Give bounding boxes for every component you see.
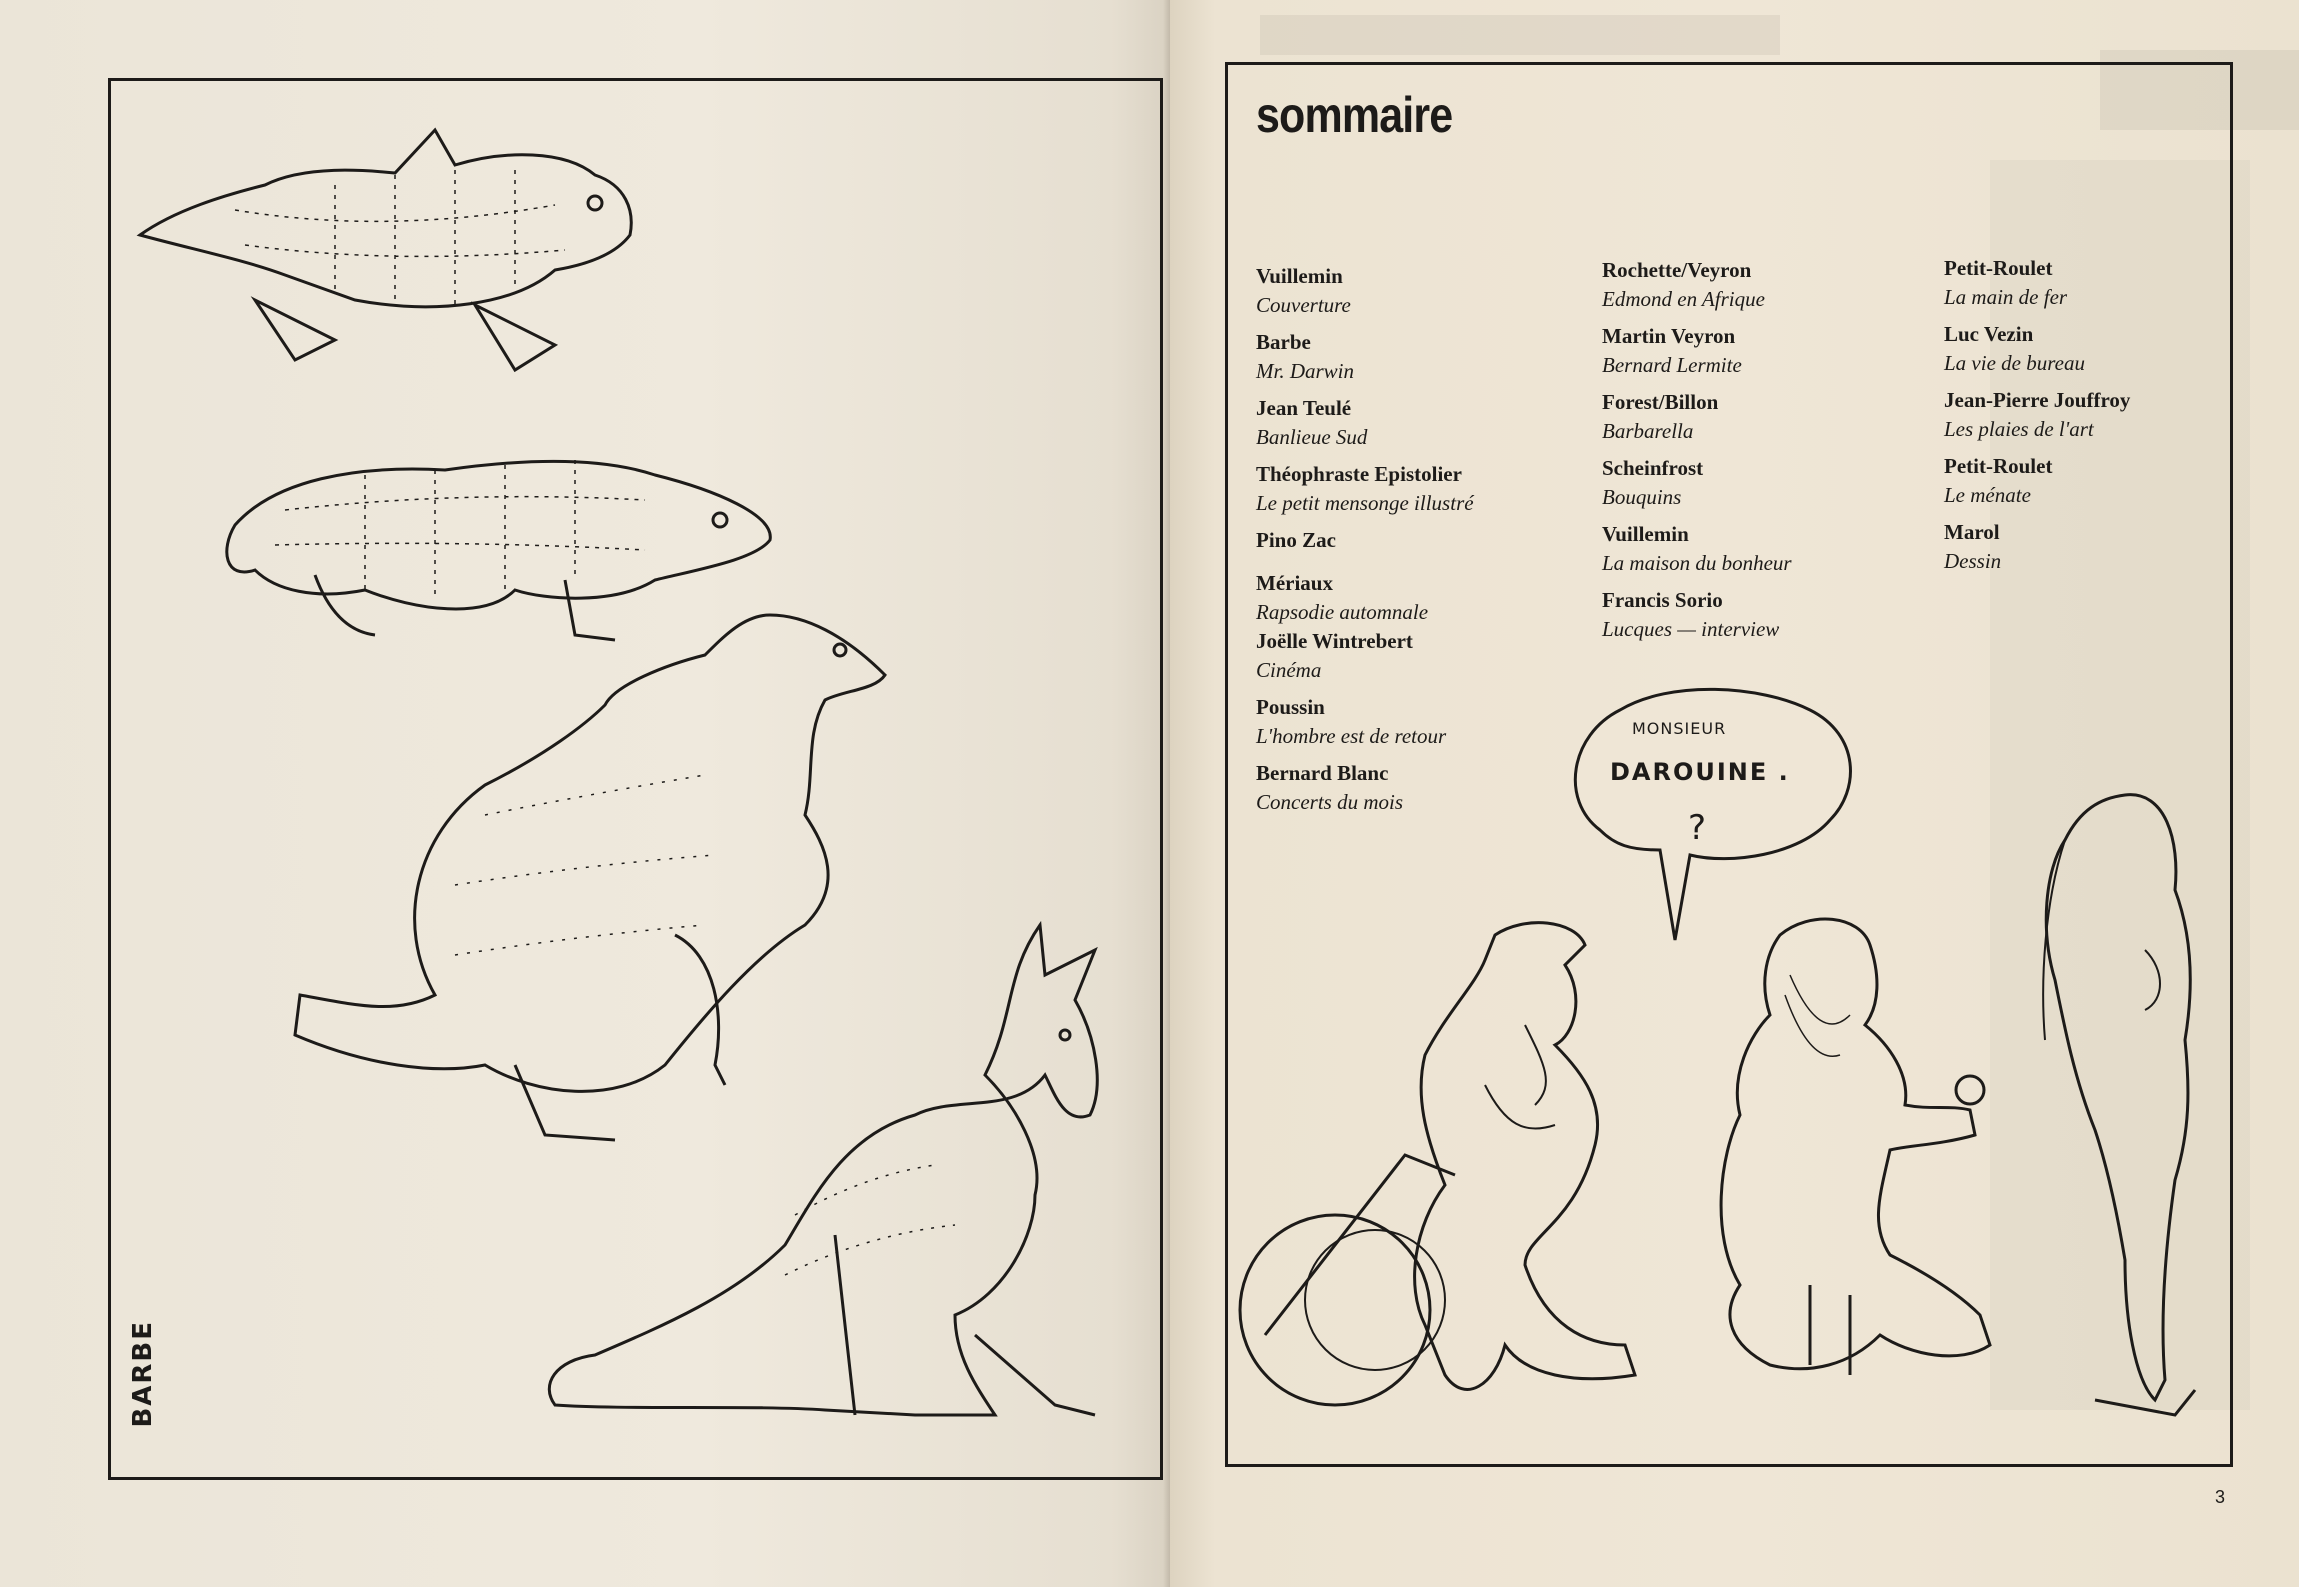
toc-author: Vuillemin [1602,522,1689,546]
page-number: 3 [2215,1487,2226,1507]
toc-entry [1602,388,1932,446]
toc-author: Théophraste Epistolier [1256,462,1462,486]
toc-work: Rapsodie automnale [1256,600,1429,624]
bubble-line-3: ? [1688,808,1707,848]
toc-work: Banlieue Sud [1256,425,1368,449]
toc-entry [1944,254,2274,312]
toc-work: Le petit mensonge illustré [1256,491,1474,515]
toc-work: Le ménate [1944,483,2031,507]
toc-author: Bernard Blanc [1256,761,1389,785]
toc-author: Rochette/Veyron [1602,258,1752,282]
toc-author: Jean-Pierre Jouffroy [1944,388,2131,412]
show-through-mark [1260,15,1780,55]
toc-entry [1256,262,1586,320]
toc-entry [1602,520,1932,578]
toc-work: Lucques — interview [1602,617,1780,641]
toc-work: Dessin [1944,549,2002,573]
toc-entry [1944,386,2274,444]
toc-column-1 [1256,262,1586,825]
toc-column-3 [1944,254,2274,584]
toc-column-2 [1602,256,1932,652]
signature-text: BARBE [128,1320,158,1428]
toc-author: Francis Sorio [1602,588,1723,612]
toc-author: Forest/Billon [1602,390,1719,414]
toc-author: Luc Vezin [1944,322,2034,346]
toc-work: Edmond en Afrique [1602,287,1765,311]
toc-work: Concerts du mois [1256,790,1403,814]
toc-entry [1256,759,1586,817]
toc-author: Jean Teulé [1256,396,1352,420]
page-title: sommaire [1256,87,1453,143]
toc-author: Marol [1944,520,2000,544]
bubble-line-1: MONSIEUR [1632,719,1727,738]
toc-work: Mr. Darwin [1256,359,1355,383]
toc-author: Scheinfrost [1602,456,1704,480]
toc-entry [1944,518,2274,576]
toc-entry [1602,586,1932,644]
bubble-line-2: DAROUINE . [1610,758,1790,786]
toc-work: Les plaies de l'art [1944,417,2094,441]
toc-work: Couverture [1256,293,1351,317]
toc-entry [1944,452,2274,510]
toc-author: Pino Zac [1256,528,1336,552]
artist-signature [110,1320,170,1470]
toc-author: Mériaux [1256,571,1333,595]
toc-author: Poussin [1256,695,1325,719]
darwin-seated-illustration [1690,895,2000,1415]
toc-author: Petit-Roulet [1944,454,2053,478]
postman-with-bicycle-illustration [1225,905,1685,1425]
toc-entry [1602,322,1932,380]
toc-work: La main de fer [1944,285,2068,309]
toc-author: Petit-Roulet [1944,256,2053,280]
toc-entry [1256,627,1586,685]
toc-author: Joëlle Wintrebert [1256,629,1413,653]
toc-entry [1944,320,2274,378]
kangaroo-illustration [535,915,1115,1425]
toc-work: Cinéma [1256,658,1322,682]
toc-entry [1602,454,1932,512]
toc-work: La maison du bonheur [1602,551,1792,575]
toc-entry [1256,693,1586,751]
toc-entry [1256,569,1586,627]
toc-work: Barbarella [1602,419,1694,443]
standing-woman-illustration [2015,780,2215,1425]
coelacanth-illustration [135,125,760,375]
toc-work: L'hombre est de retour [1256,724,1447,748]
toc-work: Bernard Lermite [1602,353,1742,377]
toc-author: Vuillemin [1256,264,1343,288]
toc-entry [1602,256,1932,314]
toc-author: Martin Veyron [1602,324,1736,348]
toc-entry [1256,460,1586,518]
toc-work: Bouquins [1602,485,1682,509]
toc-entry [1256,394,1586,452]
toc-entry [1256,328,1586,386]
toc-work: La vie de bureau [1944,351,2085,375]
toc-entry [1256,526,1586,555]
toc-author: Barbe [1256,330,1311,354]
